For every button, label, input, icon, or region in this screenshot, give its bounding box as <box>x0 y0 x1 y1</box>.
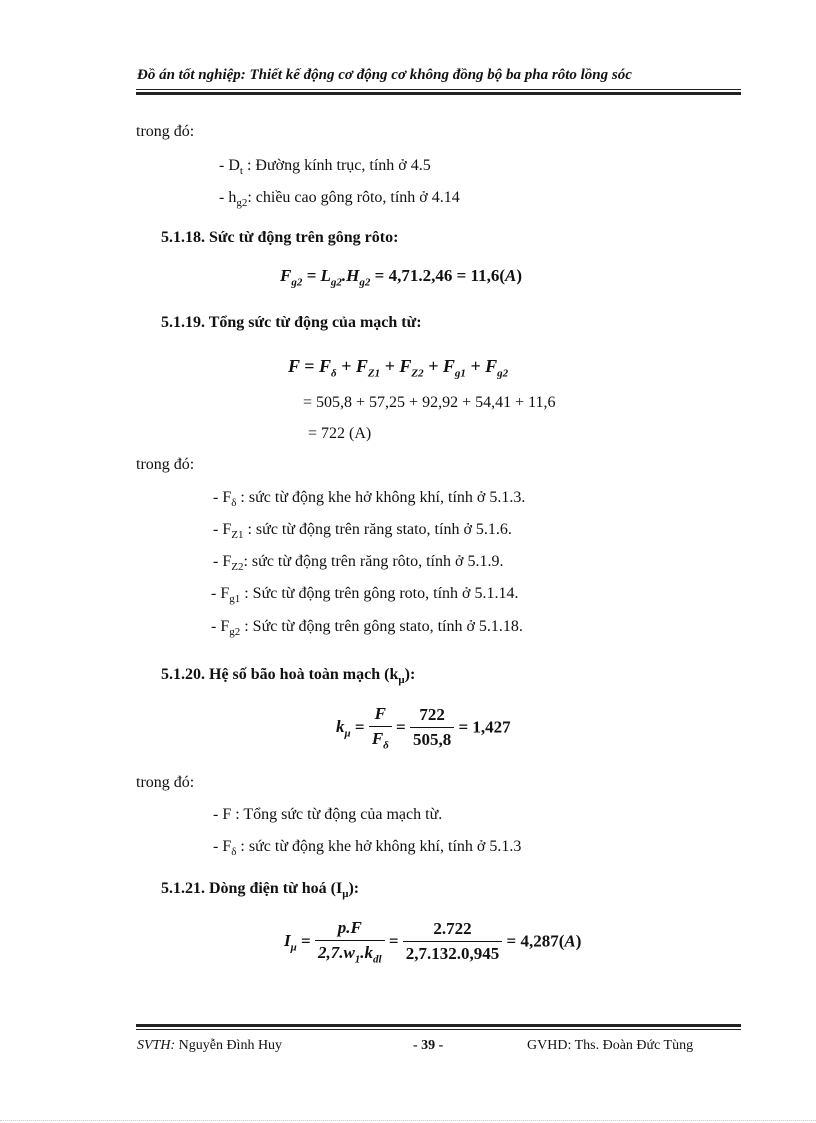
equation-i-mu: $I_\mu$ = $\frac{p.F}{2,7.w_1.k_{dl}}$ = $\frac{2.722}{2,7.132.0,945}$ = 4,287(A) <box>284 918 582 966</box>
section-heading-5-1-20: 5.1.20. Hệ số bão hoà toàn mạch $(k_\mu)$: <box>161 666 416 687</box>
list-item-fdelta-2: - $F_\delta$ : sức từ động khe hở không khí, tính ở 5.1.3 <box>213 838 522 859</box>
equation-f-total: $F = F_\delta + F_{Z1} + F_{Z2} + F_{g1} + F_{g2}$ <box>288 356 509 380</box>
header-rule-thick <box>136 92 741 95</box>
list-item-f: - F : Tổng sức từ động của mạch từ. <box>213 806 443 823</box>
list-item-hg2: - $h_{g2}$: chiều cao gông rôto, tính ở 4.14 <box>219 189 460 210</box>
footer-student: SVTH: Nguyễn Đình Huy <box>137 1038 283 1053</box>
footer-supervisor: GVHD: Ths. Đoàn Đức Tùng <box>527 1038 694 1053</box>
section-heading-5-1-18: 5.1.18. Sức từ động trên gông rôto: <box>161 229 399 246</box>
list-item-fz1: - $F_{Z1}$ : sức từ động trên răng stato, tính ở 5.1.6. <box>213 521 512 542</box>
footer-rule-thick <box>136 1024 741 1027</box>
section-heading-5-1-21: 5.1.21. Dòng điện từ hoá $(I_\mu)$: <box>161 880 360 901</box>
list-item-fdelta: - $F_\delta$ : sức từ động khe hở không khí, tính ở 5.1.3. <box>213 489 526 510</box>
section-heading-5-1-19: 5.1.19. Tổng sức từ động của mạch từ: <box>161 314 422 331</box>
trong-do-label-1: trong đó: <box>136 123 195 140</box>
list-item-fg1: - $F_{g1}$ : Sức từ động trên gông roto, tính ở 5.1.14. <box>211 585 519 606</box>
trong-do-label-2: trong đó: <box>136 456 195 473</box>
trong-do-label-3: trong đó: <box>136 774 195 791</box>
list-item-fz2: - $F_{Z2}$: sức từ động trên răng rôto, tính ở 5.1.9. <box>213 553 504 574</box>
equation-fg2: $F_{g2} = L_{g2}.H_{g2} = 4,71.2,46 = 11,6(A)$ <box>280 266 523 289</box>
equation-f-values: = 505,8 + 57,25 + 92,92 + 54,41 + 11,6 <box>303 394 556 411</box>
equation-k-mu: $k_\mu$ = $\frac{F}{F_\delta}$ = $\frac{722}{505,8}$ = 1,427 <box>336 704 511 752</box>
page-header-title: Đồ án tốt nghiệp: Thiết kế động cơ động cơ không đồng bộ ba pha rôto lồng sóc <box>137 67 632 83</box>
list-item-fg2: - $F_{g2}$ : Sức từ động trên gông stato, tính ở 5.1.18. <box>211 618 523 639</box>
equation-f-result: = 722 (A) <box>308 425 372 442</box>
page-number: - 39 - <box>413 1038 444 1053</box>
header-rule-thin <box>136 89 741 90</box>
bottom-dotted-border <box>0 1120 816 1121</box>
list-item-dt: - $D_t$ : Đường kính trục, tính ở 4.5 <box>219 157 431 178</box>
footer-rule-thin <box>136 1029 741 1030</box>
